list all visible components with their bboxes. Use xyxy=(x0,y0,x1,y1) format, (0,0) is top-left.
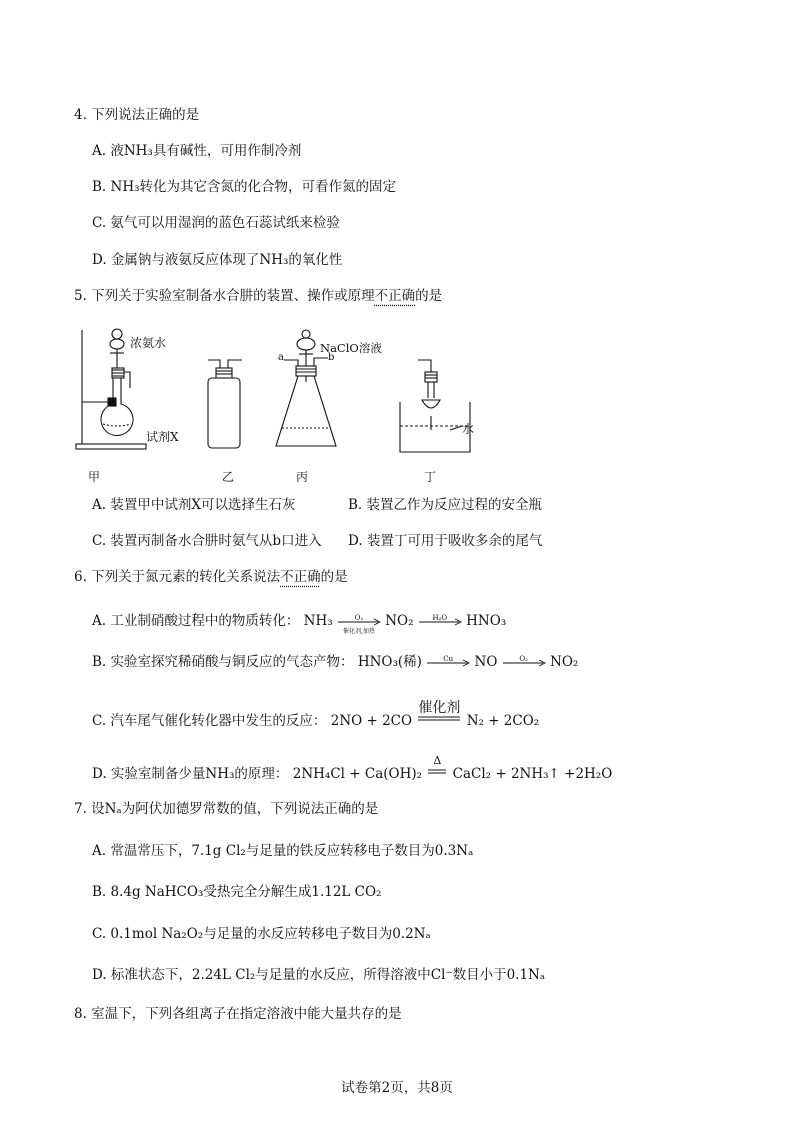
q7-stem: 7. 设Nₐ为阿伏加德罗常数的值，下列说法正确的是 xyxy=(74,801,379,817)
q6-d-equals xyxy=(426,754,448,784)
q6-b-arrow-1 xyxy=(426,654,470,672)
q6-c-left: 2NO + 2CO xyxy=(330,713,413,729)
arrow-icon xyxy=(418,613,462,631)
page-footer: 试卷第2页，共8页 xyxy=(341,1080,453,1096)
q6-a-arrow-1 xyxy=(337,613,381,635)
q5-option-c: C. 装置丙制备水合肼时氨气从b口进入 xyxy=(92,533,322,549)
q6-b-arrow-2 xyxy=(502,654,546,672)
label-ammonia: 浓氨水 xyxy=(130,336,167,350)
q5-stem-negation: 不正确 xyxy=(374,288,416,304)
q7-option-d: D. 标准状态下，2.24L Cl₂与足量的水反应，所得溶液中Cl⁻数目小于0.1Nₐ xyxy=(92,967,546,983)
q4-stem: 4. 下列说法正确的是 xyxy=(74,107,200,123)
q6-b-arrow-2-top: O₂ xyxy=(519,654,528,663)
q6-d-right: CaCl₂ + 2NH₃↑ +2H₂O xyxy=(452,766,613,782)
label-bing: 丙 xyxy=(296,470,309,484)
arrow-icon xyxy=(502,654,546,672)
q6-b-arrow-1-top: Cu xyxy=(443,654,454,663)
q6-d-condition: Δ xyxy=(433,754,442,767)
q6-b-r1: HNO₃(稀) xyxy=(357,654,422,670)
label-reagent-x: 试剂X xyxy=(146,430,179,444)
arrow-icon xyxy=(426,654,470,672)
q6-stem-post: 的是 xyxy=(320,569,348,585)
q6-option-c xyxy=(92,700,540,731)
q6-c-right: N₂ + 2CO₂ xyxy=(466,713,540,729)
label-jia: 甲 xyxy=(88,470,101,484)
q6-a-arrow-2-top: H₂O xyxy=(432,613,448,622)
label-port-a: a xyxy=(278,352,284,363)
q6-b-r2: NO xyxy=(474,654,498,670)
q6-b-r3: NO₂ xyxy=(550,654,579,670)
q6-a-r2: NO₂ xyxy=(385,613,414,629)
q6-option-d xyxy=(92,754,613,784)
q6-a-arrow-1-bot: 催化剂,加热 xyxy=(342,627,375,635)
q4-option-a: A. 液NH₃具有碱性，可用作制冷剂 xyxy=(92,143,302,159)
q6-d-left: 2NH₄Cl + Ca(OH)₂ xyxy=(292,766,423,782)
q5-option-a: A. 装置甲中试剂X可以选择生石灰 xyxy=(92,497,296,513)
q6-a-text: A. 工业制硝酸过程中的物质转化： xyxy=(92,613,300,629)
q7-option-a: A. 常温常压下，7.1g Cl₂与足量的铁反应转移电子数目为0.3Nₐ xyxy=(92,843,474,859)
q6-option-b xyxy=(92,653,578,672)
label-port-b: b xyxy=(328,352,335,363)
q6-c-condition: 催化剂 xyxy=(418,700,461,716)
q7-option-b: B. 8.4g NaHCO₃受热完全分解生成1.12L CO₂ xyxy=(92,884,382,900)
q6-a-arrow-1-top: O₂ xyxy=(354,613,364,622)
q6-stem-pre: 6. 下列关于氮元素的转化关系说法 xyxy=(74,569,281,585)
apparatus-figure xyxy=(70,320,570,485)
q6-b-text: B. 实验室探究稀硝酸与铜反应的气态产物： xyxy=(92,654,354,670)
q6-a-r3: HNO₃ xyxy=(466,613,507,629)
q6-option-a xyxy=(92,612,507,635)
q6-a-r1: NH₃ xyxy=(303,613,333,629)
q5-stem-pre: 5. 下列关于实验室制备水合肼的装置、操作或原理 xyxy=(74,288,375,304)
q6-c-equals xyxy=(416,700,462,731)
q5-stem xyxy=(74,287,442,305)
q6-stem xyxy=(74,568,348,586)
label-ding: 丁 xyxy=(424,470,437,484)
q8-stem: 8. 室温下，下列各组离子在指定溶液中能大量共存的是 xyxy=(74,1006,402,1022)
q5-stem-post: 的是 xyxy=(415,288,443,304)
q4-option-c: C. 氨气可以用湿润的蓝色石蕊试纸来检验 xyxy=(92,215,340,231)
q6-d-text: D. 实验室制备少量NH₃的原理： xyxy=(92,766,289,782)
label-naclo: NaClO溶液 xyxy=(320,341,382,355)
q4-option-d: D. 金属钠与液氨反应体现了NH₃的氧化性 xyxy=(92,252,343,268)
q6-stem-negation: 不正确 xyxy=(280,569,321,585)
label-water: 水 xyxy=(462,422,475,436)
q5-option-b: B. 装置乙作为反应过程的安全瓶 xyxy=(348,497,543,513)
q6-a-arrow-2 xyxy=(418,613,462,631)
q5-option-d: D. 装置丁可用于吸收多余的尾气 xyxy=(348,533,543,549)
q6-c-text: C. 汽车尾气催化转化器中发生的反应： xyxy=(92,713,327,729)
label-yi: 乙 xyxy=(222,470,235,484)
q7-option-c: C. 0.1mol Na₂O₂与足量的水反应转移电子数目为0.2Nₐ xyxy=(92,926,431,942)
q4-option-b: B. NH₃转化为其它含氮的化合物，可看作氮的固定 xyxy=(92,179,396,195)
